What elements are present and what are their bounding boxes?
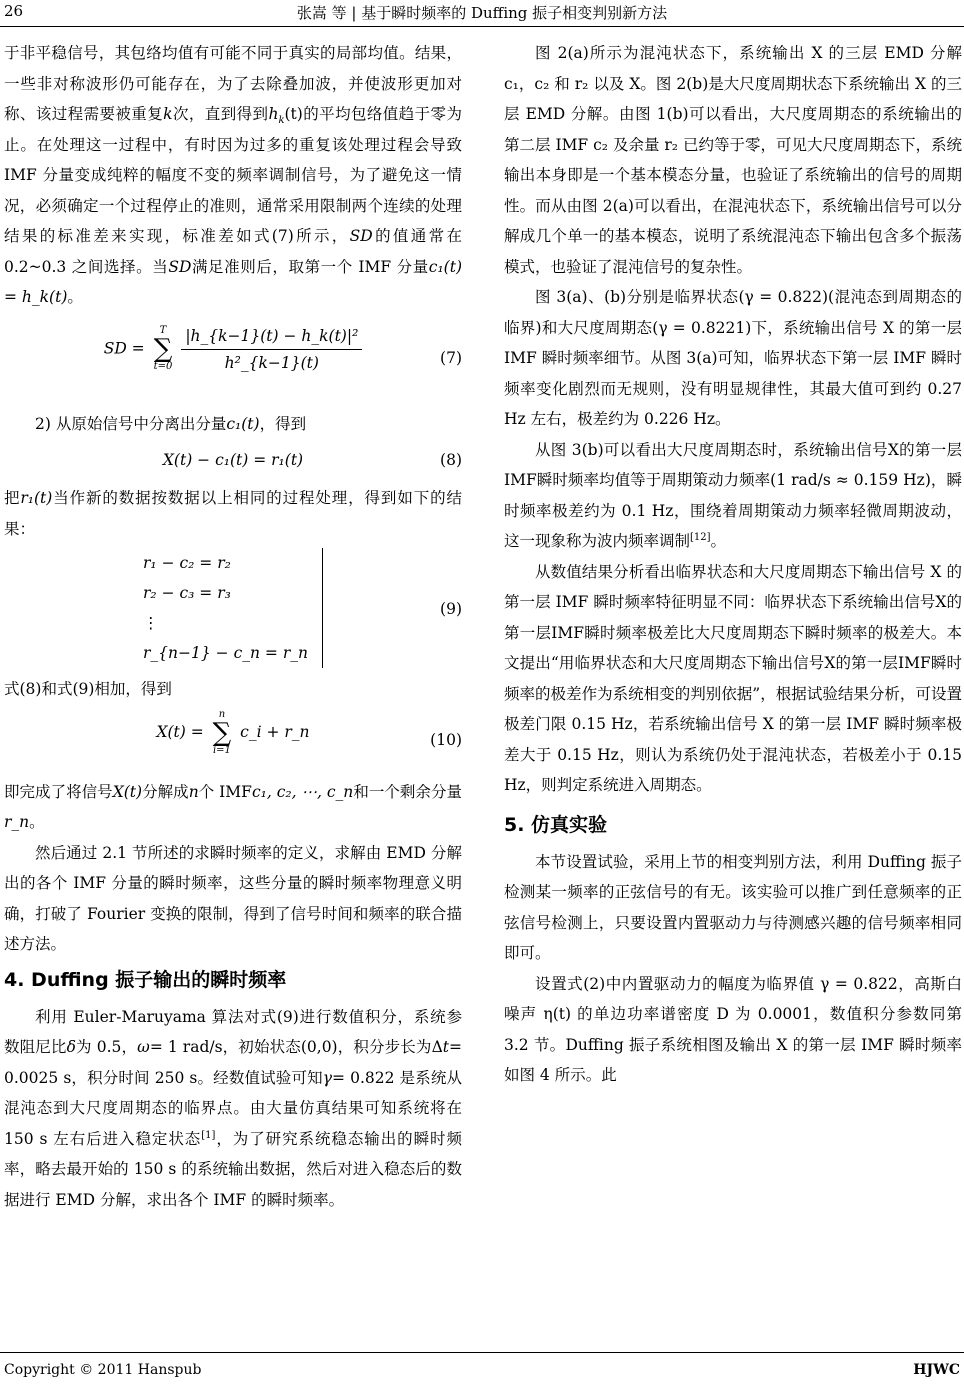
- header-rule: [0, 26, 964, 27]
- sum-symbol: T ∑ t=0: [153, 325, 173, 372]
- equation-7: SD = T ∑ t=0 $\frac{\text{|h\_\{k−1\}(t) − h\_k(t)|²}}{\text{h²\_\{k−1\}(t)}}$ (7): [4, 313, 462, 409]
- equation-number: (9): [440, 600, 462, 618]
- section-heading: 5. 仿真实验: [504, 813, 608, 836]
- right-column: [504, 38, 962, 1091]
- copyright: Copyright © 2011 Hanspub: [4, 1362, 202, 1378]
- left-column: [4, 38, 462, 1215]
- running-title: 张嵩 等 | 基于瞬时频率的 Duffing 振子相变判别新方法: [296, 4, 668, 22]
- equation-8: X(t) − c₁(t) = r₁(t) (8): [4, 439, 462, 483]
- fraction: $\frac{\text{|h\_\{k−1\}(t) − h\_k(t)|²}}{\text{h²\_\{k−1\}(t)}}$: [181, 323, 362, 376]
- page-header: [0, 0, 964, 28]
- page-footer: [0, 1352, 964, 1382]
- paragraph: 本节设置试验，采用上节的相变判别方法，利用 Duffing 振子检测某一频率的正弦信号的有无。该实验可以推广到任意频率的正弦信号检测上，只要设置内置驱动力与待测感兴趣的信号频率相同即可。: [504, 852, 962, 962]
- paragraph: 式(8)和式(9)相加，得到: [4, 680, 172, 698]
- paragraph: 利用 Euler-Maruyama 算法对式(9)进行数值积分，系统参数阻尼比δ为 0.5，ω= 1 rad/s，初始状态(0,0)，积分步长为Δt= 0.0025 s，积分时间 250 s。经数值试验可知γ= 0.822 是系统从混沌态到大尺度周期态的临界点。由大量仿真结果可知系统将在 150 s 左右后进入稳定状态[1]，为了研究系统稳态输出的瞬时频率，略去最开始的 150 s 的系统输出数据，然后对进入稳态后的数据进行 EMD 分解，求出各个 IMF 的瞬时频率。: [4, 1007, 462, 1209]
- paragraph: 把r₁(t)当作新的数据按数据以上相同的过程处理，得到如下的结果：: [4, 489, 462, 538]
- equation-system: r₁ − c₂ = r₂ r₂ − c₃ = r₃ ⋮ r_{n−1} − c_n = r_n: [143, 548, 323, 668]
- paragraph: 图 2(a)所示为混沌状态下，系统输出 X 的三层 EMD 分解 c₁，c₂ 和 r₂ 以及 X。图 2(b)是大尺度周期状态下系统输出 X 的三层 EMD 分解。由图 1(b)可以看出，大尺度周期态的系统输出的第二层 IMF c₂ 及余量 r₂ 已约等于零，可见大尺度周期态下，系统输出本身即是一个基本模态分量，也验证了系统输出的信号的周期性。而从由图 2(a)可以看出，在混沌状态下，系统输出信号可以分解成几个单一的基本模态，说明了系统混沌态下输出包含多个振荡模式，也验证了混沌信号的复杂性。: [504, 44, 962, 276]
- paragraph: 从数值结果分析看出临界状态和大尺度周期态下输出信号 X 的第一层 IMF 瞬时频率特征明显不同：临界状态下系统输出信号X的第一层IMF瞬时频率极差比大尺度周期态下瞬时频率的极差大。本文提出“用临界状态和大尺度周期态下输出信号X的第一层IMF瞬时频率的极差作为系统相变的判别依据”，根据试验结果分析，可设置极差门限 0.15 Hz，若系统输出信号 X 的第一层 IMF 瞬时频率极差大于 0.15 Hz，则认为系统仍处于混沌状态，若极差小于 0.15 Hz，则判定系统进入周期态。: [504, 562, 963, 794]
- equation-number: (7): [440, 348, 462, 367]
- paragraph: 2) 从原始信号中分离出分量c₁(t)，得到: [35, 414, 307, 433]
- paragraph: 设置式(2)中内置驱动力的幅度为临界值 γ = 0.822，高斯白噪声 η(t) 的单边功率谱密度 D 为 0.0001，数值积分参数同第 3.2 节。Duffing 振子系统相图及输出 X 的第一层 IMF 瞬时频率如图 4 所示。此: [504, 974, 962, 1084]
- inline-math: c₁(t) = h_k(t): [4, 257, 462, 306]
- paragraph: 图 3(a)、(b)分别是临界状态(γ = 0.822)(混沌态到周期态的临界)和大尺度周期态(γ = 0.8221)下，系统输出信号 X 的第一层 IMF 瞬时频率细节。从图 3(a)可知，临界状态下第一层 IMF 瞬时频率变化剧烈而无规则，没有明显规律性，其最大值可到约 0.27 Hz 左右，极差约为 0.226 Hz。: [504, 288, 962, 428]
- equation-10: X(t) = n ∑ i=1 c_i + r_n (10): [156, 708, 462, 756]
- equation-number: (8): [440, 451, 462, 469]
- paragraph: 于非平稳信号，其包络均值有可能不同于真实的局部均值。结果，一些非对称波形仍可能存在，为了去除叠加波，并使波形更加对称、该过程需要被重复k次，直到得到$h_k(t)$的平均包络值趋于零为止。在处理这一过程中，有时因为过多的重复该处理过程会导致 IMF 分量变成纯粹的幅度不变的频率调制信号，为了避免这一情况，必须确定一个过程停止的准则，通常采用限制两个连续的处理结果的标准差来实现，标准差如式(7)所示，SD的值通常在 0.2~0.3 之间选择。当SD满足准则后，取第一个 IMF 分量c₁(t) = h_k(t)。: [4, 44, 462, 306]
- equation-9: [4, 544, 462, 674]
- section-heading: 4. Duffing 振子输出的瞬时频率: [4, 968, 287, 991]
- footer-rule: [0, 1352, 964, 1353]
- paragraph: 然后通过 2.1 节所述的求瞬时频率的定义，求解由 EMD 分解出的各个 IMF 分量的瞬时频率，这些分量的瞬时频率物理意义明确，打破了 Fourier 变换的限制，得到了信号时间和频率的联合描述方法。: [4, 843, 462, 953]
- paragraph: 从图 3(b)可以看出大尺度周期态时，系统输出信号X的第一层IMF瞬时频率均值等于周期策动力频率(1 rad/s ≈ 0.159 Hz)，瞬时频率极差约为 0.1 Hz，围绕着周期策动力频率轻微周期波动，这一现象称为波内频率调制[12]。: [504, 440, 962, 550]
- equation-number: (10): [430, 730, 462, 749]
- page-number: 26: [4, 2, 24, 20]
- sum-symbol: n ∑ i=1: [212, 708, 232, 756]
- journal-abbrev: HJWC: [913, 1362, 960, 1378]
- paragraph: 即完成了将信号X(t)分解成n个 IMFc₁, c₂, ⋯, c_n和一个剩余分量r_n。: [4, 782, 462, 831]
